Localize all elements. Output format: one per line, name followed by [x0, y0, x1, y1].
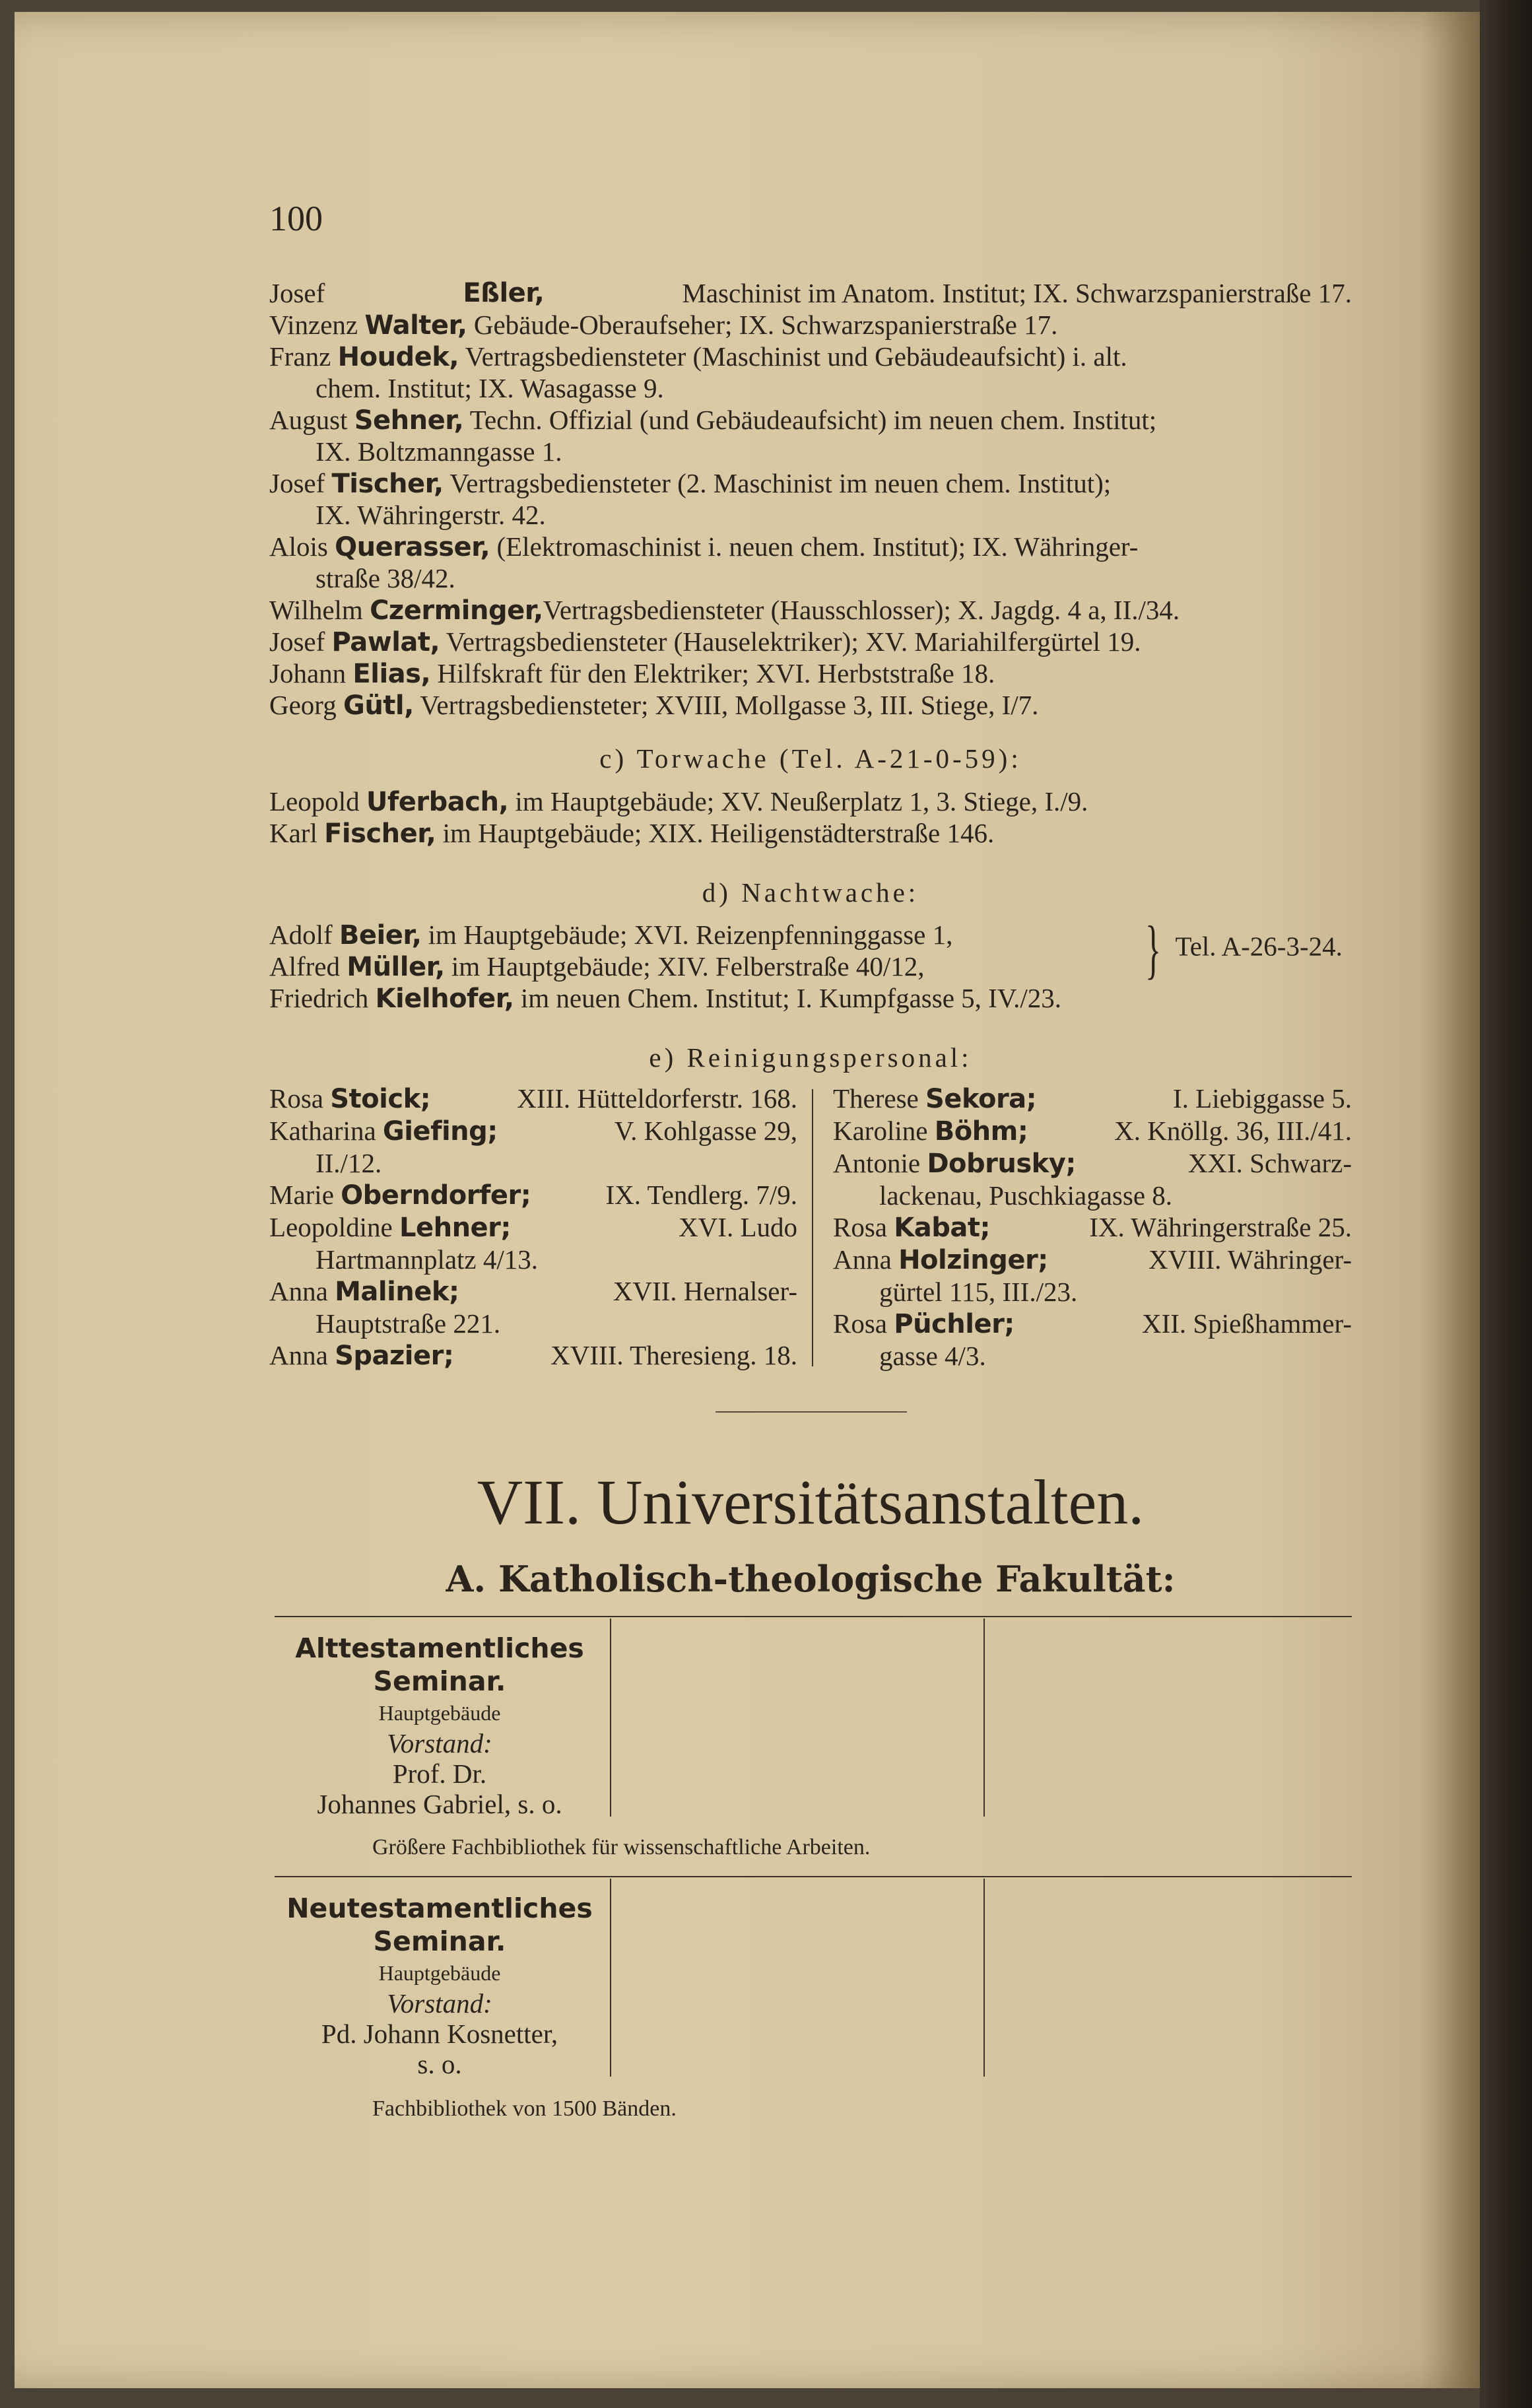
staff-entry: Josef Pawlat, Vertragsbediensteter (Hauselektriker); XV. Mariahilfergürtel 19. — [269, 626, 1141, 657]
brace-icon: } — [1145, 912, 1161, 986]
table-column-rule — [610, 1879, 611, 2077]
seminar-head-label: Vorstand: — [387, 1728, 492, 1758]
nachtwache-entry: Friedrich Kielhofer, im neuen Chem. Institut; I. Kumpfgasse 5, IV./23. — [269, 983, 1062, 1014]
cleaning-entry: Anna Malinek; XVII. Hernalser- — [269, 1276, 797, 1307]
cleaning-entry-continuation: lackenau, Puschkiagasse 8. — [879, 1180, 1173, 1211]
staff-entry: Franz Houdek, Vertragsbediensteter (Maschinist und Gebäudeaufsicht) i. alt. — [269, 341, 1127, 372]
seminar-head-line2: s. o. — [417, 2049, 462, 2079]
entry-first-name: Josef — [269, 278, 325, 308]
entry-surname: Müller, — [347, 952, 445, 982]
entry-surname: Tischer, — [331, 469, 444, 499]
staff-entry-continuation: chem. Institut; IX. Wasagasse 9. — [316, 373, 664, 403]
torwache-entry: Leopold Uferbach, im Hauptgebäude; XV. Neußerplatz 1, 3. Stiege, I./9. — [269, 786, 1088, 817]
staff-entry — [269, 277, 1352, 309]
cleaning-entry-continuation: Hartmannplatz 4/13. — [316, 1244, 539, 1275]
seminar-building: Hauptgebäude — [378, 1961, 501, 1985]
cleaning-entry-continuation: II./12. — [316, 1148, 382, 1178]
entry-surname: Fischer, — [324, 819, 436, 849]
table-column-rule — [610, 1619, 611, 1817]
table-top-rule — [275, 1876, 1352, 1877]
entry-surname: Kielhofer, — [375, 984, 514, 1014]
cleaning-entry: Anna Holzinger; XVIII. Währinger- — [833, 1244, 1352, 1275]
column-divider — [812, 1089, 813, 1366]
cleaning-entry-continuation: Hauptstraße 221. — [316, 1308, 501, 1339]
faculty-title: A. Katholisch-theologische Fakultät: — [446, 1558, 1176, 1600]
seminar-head-label: Vorstand: — [387, 1988, 492, 2019]
entry-surname: Elias, — [352, 659, 431, 689]
entry-surname: Beier, — [339, 920, 422, 951]
staff-entry: August Sehner, Techn. Offizial (und Gebäudeaufsicht) im neuen chem. Institut; — [269, 405, 1157, 436]
cleaning-entry: Marie Oberndorfer; IX. Tendlerg. 7/9. — [269, 1180, 797, 1211]
entry-surname: Eßler, — [463, 278, 545, 308]
seminar-head: Pd. Johann Kosnetter, — [321, 2019, 558, 2049]
section-heading-reinigungspersonal: e) Reinigungspersonal: — [649, 1042, 972, 1073]
entry-surname: Uferbach, — [366, 787, 509, 817]
entry-surname: Sehner, — [354, 405, 464, 436]
entry-surname: Püchler; — [894, 1309, 1015, 1339]
cleaning-entry: Rosa Püchler; XII. Spießhammer- — [833, 1308, 1352, 1339]
cleaning-entry: Leopoldine Lehner; XVI. Ludo — [269, 1212, 797, 1243]
staff-entry-continuation: straße 38/42. — [316, 563, 455, 593]
cleaning-entry: Rosa Stoick; XIII. Hütteldorferstr. 168. — [269, 1083, 797, 1114]
nachtwache-telephone — [1137, 912, 1343, 986]
entry-surname: Malinek; — [335, 1277, 459, 1307]
entry-surname: Stoick; — [330, 1084, 431, 1114]
chapter-title: VII. Universitätsanstalten. — [477, 1467, 1145, 1537]
cleaning-staff-right-column — [833, 1083, 1352, 1372]
staff-entry: Johann Elias, Hilfskraft für den Elektriker; XVI. Herbststraße 18. — [269, 658, 995, 689]
entry-surname: Pawlat, — [331, 627, 440, 657]
table-column-rule — [983, 1879, 985, 2077]
seminar-name-line2: Seminar. — [373, 1925, 506, 1957]
entry-surname: Sekora; — [925, 1084, 1037, 1114]
seminar-name-line2: Seminar. — [373, 1665, 506, 1697]
staff-entry: Wilhelm Czerminger,Vertragsbediensteter (Hausschlosser); X. Jagdg. 4 a, II./34. — [269, 595, 1180, 626]
cleaning-entry-continuation: gasse 4/3. — [879, 1341, 986, 1371]
cleaning-staff-left-column — [269, 1083, 797, 1372]
seminar-entry — [269, 1632, 610, 1819]
cleaning-entry: Katharina Giefing; V. Kohlgasse 29, — [269, 1116, 797, 1147]
table-column-rule — [983, 1619, 985, 1817]
entry-surname: Houdek, — [337, 342, 459, 372]
entry-surname: Holzinger; — [898, 1245, 1048, 1275]
seminar-head: Prof. Dr. — [392, 1758, 487, 1789]
book-spine — [1480, 0, 1532, 2408]
staff-entry: Alois Querasser, (Elektromaschinist i. neuen chem. Institut); IX. Währinger- — [269, 531, 1139, 562]
seminar-building: Hauptgebäude — [378, 1701, 501, 1725]
seminar-name: Neutestamentliches — [286, 1892, 593, 1924]
entry-surname: Böhm; — [934, 1116, 1028, 1147]
seminar-entry — [269, 1892, 610, 2079]
entry-detail: Maschinist im Anatom. Institut; IX. Schwarzspanierstraße 17. — [682, 278, 1352, 308]
entry-surname: Walter, — [364, 310, 467, 341]
nachtwache-entry: Alfred Müller, im Hauptgebäude; XIV. Felberstraße 40/12, — [269, 951, 925, 982]
cleaning-entry-continuation: gürtel 115, III./23. — [879, 1277, 1078, 1307]
entry-surname: Gütl, — [343, 690, 414, 721]
section-separator — [716, 1411, 907, 1413]
entry-surname: Lehner; — [399, 1213, 511, 1243]
entry-surname: Kabat; — [894, 1213, 990, 1243]
section-heading-nachtwache: d) Nachtwache: — [702, 877, 919, 908]
staff-entry: Josef Tischer, Vertragsbediensteter (2. Maschinist im neuen chem. Institut); — [269, 468, 1112, 499]
cleaning-entry: Karoline Böhm; X. Knöllg. 36, III./41. — [833, 1116, 1352, 1147]
entry-surname: Spazier; — [335, 1341, 454, 1371]
seminar-head-line2: Johannes Gabriel, s. o. — [317, 1789, 562, 1819]
entry-surname: Giefing; — [382, 1116, 498, 1147]
cleaning-entry: Antonie Dobrusky; XXI. Schwarz- — [833, 1148, 1352, 1179]
entry-surname: Dobrusky; — [927, 1149, 1076, 1179]
seminar-note: Größere Fachbibliothek für wissenschaftliche Arbeiten. — [372, 1835, 871, 1859]
entry-surname: Querasser, — [335, 532, 490, 562]
cleaning-entry: Therese Sekora; I. Liebiggasse 5. — [833, 1083, 1352, 1114]
staff-entry: Georg Gütl, Vertragsbediensteter; XVIII, Mollgasse 3, III. Stiege, I/7. — [269, 690, 1039, 721]
cleaning-entry: Rosa Kabat; IX. Währingerstraße 25. — [833, 1212, 1352, 1243]
seminar-note: Fachbibliothek von 1500 Bänden. — [372, 2096, 677, 2121]
staff-entry-continuation: IX. Boltzmanngasse 1. — [316, 436, 562, 467]
section-heading-torwache: c) Torwache (Tel. A-21-0-59): — [599, 743, 1022, 774]
cleaning-entry: Anna Spazier; XVIII. Theresieng. 18. — [269, 1340, 797, 1371]
staff-entry-continuation: IX. Währingerstr. 42. — [316, 500, 546, 530]
torwache-entry: Karl Fischer, im Hauptgebäude; XIX. Heiligenstädterstraße 146. — [269, 818, 995, 849]
telephone-number: Tel. A-26-3-24. — [1175, 931, 1343, 962]
entry-surname: Oberndorfer; — [341, 1180, 531, 1211]
page-number: 100 — [269, 199, 323, 238]
nachtwache-entry: Adolf Beier, im Hauptgebäude; XVI. Reizenpfenninggasse 1, — [269, 920, 953, 951]
seminar-name: Alttestamentliches — [295, 1632, 584, 1664]
entry-surname: Czerminger, — [370, 595, 543, 626]
table-top-rule — [275, 1616, 1352, 1617]
staff-entry: Vinzenz Walter, Gebäude-Oberaufseher; IX. Schwarzspanierstraße 17. — [269, 310, 1058, 341]
